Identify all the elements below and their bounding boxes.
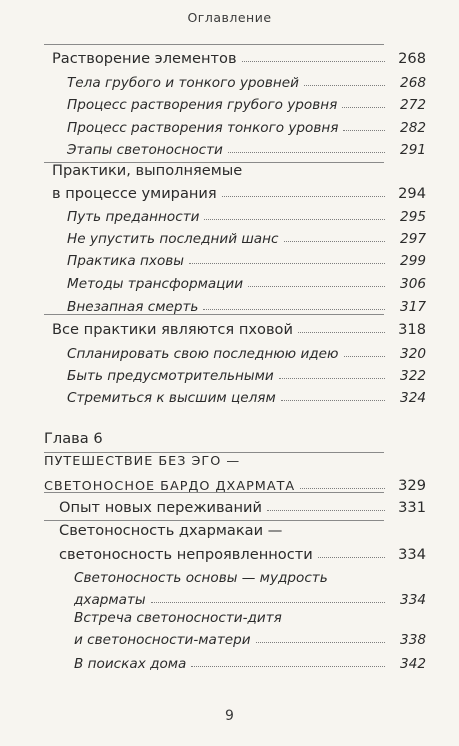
dot-leader	[228, 152, 385, 153]
toc-entry-page: 317	[400, 299, 426, 315]
toc-entry-title: Растворение элементов	[52, 50, 237, 67]
dot-leader	[222, 196, 385, 197]
toc-entry-page: 324	[400, 390, 426, 406]
dot-leader	[284, 241, 386, 242]
toc-subentry[interactable]	[0, 89, 459, 113]
dot-leader	[300, 488, 385, 489]
toc-subentry[interactable]	[0, 67, 459, 91]
dot-leader	[281, 400, 385, 401]
toc-entry-title: Спланировать свою последнюю идею	[67, 346, 339, 362]
toc-entry-page: 297	[400, 231, 426, 247]
dot-leader	[279, 378, 385, 379]
toc-entry-title: Этапы светоносности	[67, 142, 223, 158]
toc-entry-title: Практика пховы	[67, 253, 185, 269]
dot-leader	[242, 61, 385, 62]
chapter-title-line1: ПУТЕШЕСТВИЕ БЕЗ ЭГО —	[44, 454, 241, 469]
page-number: 9	[225, 708, 234, 724]
toc-entry-page: 329	[398, 477, 426, 494]
toc-entry-title-line1: Светоносность дхармакаи —	[59, 522, 283, 539]
toc-entry-page: 299	[400, 253, 426, 269]
dot-leader	[304, 85, 385, 86]
chapter-title-line2: СВЕТОНОСНОЕ БАРДО ДХАРМАТА	[44, 479, 296, 494]
toc-entry[interactable]	[0, 43, 459, 67]
dot-leader	[256, 642, 385, 643]
running-header: Оглавление	[187, 10, 272, 25]
toc-entry-page: 318	[398, 321, 426, 338]
dot-leader	[342, 107, 385, 108]
chapter-divider	[44, 452, 384, 453]
toc-entry-title: Процесс растворения грубого уровня	[67, 97, 338, 113]
toc-entry-page: 291	[400, 142, 426, 158]
toc-entry-title: Все практики являются пховой	[52, 321, 293, 338]
toc-entry-page: 268	[398, 50, 426, 67]
toc-subentry[interactable]	[0, 223, 459, 247]
toc-entry-title-line1: Практики, выполняемые	[52, 162, 243, 179]
toc-entry-title: в процессе умирания	[52, 185, 217, 202]
toc-entry-title: Опыт новых переживаний	[59, 499, 263, 516]
dot-leader	[248, 286, 385, 287]
dot-leader	[298, 332, 385, 333]
toc-entry-title: Путь преданности	[67, 209, 200, 225]
toc-entry-title: Внезапная смерть	[67, 299, 199, 315]
dot-leader	[267, 510, 385, 511]
toc-subentry[interactable]	[0, 648, 459, 672]
toc-subentry-title-line1: Встреча светоносности-дитя	[74, 610, 282, 626]
toc-entry-page: 338	[400, 632, 426, 648]
toc-subentry[interactable]	[0, 134, 459, 158]
toc-entry-title: Не упустить последний шанс	[67, 231, 279, 247]
toc-entry-page: 295	[400, 209, 426, 225]
toc-entry-page: 282	[400, 120, 426, 136]
toc-subentry[interactable]	[0, 291, 459, 315]
toc-entry-title: Быть предусмотрительными	[67, 368, 274, 384]
toc-entry-title: светоносность непроявленности	[59, 546, 313, 563]
toc-entry-page: 322	[400, 368, 426, 384]
toc-entry-title: Стремиться к высшим целям	[67, 390, 276, 406]
dot-leader	[191, 666, 385, 667]
toc-subentry[interactable]	[0, 201, 459, 225]
toc-subentry[interactable]	[0, 338, 459, 362]
toc-entry[interactable]	[0, 178, 459, 202]
toc-entry-title: Процесс растворения тонкого уровня	[67, 120, 339, 136]
dot-leader	[189, 263, 385, 264]
toc-entry-page: 306	[400, 276, 426, 292]
toc-entry-page: 334	[400, 592, 426, 608]
toc-subentry[interactable]	[0, 360, 459, 384]
toc-entry-title: Тела грубого и тонкого уровней	[67, 75, 299, 91]
toc-entry-page: 294	[398, 185, 426, 202]
toc-entry[interactable]	[0, 492, 459, 516]
toc-entry-page: 342	[400, 656, 426, 672]
toc-entry-page: 272	[400, 97, 426, 113]
dot-leader	[344, 356, 386, 357]
toc-entry-page: 334	[398, 546, 426, 563]
toc-entry[interactable]	[0, 539, 459, 563]
section-divider	[44, 520, 384, 521]
toc-subentry-title-line1: Светоносность основы — мудрость	[74, 570, 328, 586]
toc-entry-page: 320	[400, 346, 426, 362]
dot-leader	[343, 130, 385, 131]
toc-subentry[interactable]	[0, 268, 459, 292]
dot-leader	[151, 602, 385, 603]
toc-entry-page: 331	[398, 499, 426, 516]
toc-entry-title: и светоносности-матери	[74, 632, 251, 648]
dot-leader	[318, 557, 385, 558]
toc-subentry[interactable]	[0, 624, 459, 648]
toc-subentry[interactable]	[0, 382, 459, 406]
toc-subentry[interactable]	[0, 584, 459, 608]
toc-entry-title: дхарматы	[74, 592, 146, 608]
toc-entry-title: Методы трансформации	[67, 276, 244, 292]
toc-subentry[interactable]	[0, 245, 459, 269]
toc-entry-title: В поисках дома	[74, 656, 187, 672]
toc-entry-page: 268	[400, 75, 426, 91]
toc-entry[interactable]	[0, 314, 459, 338]
chapter-label: Глава 6	[44, 430, 103, 447]
toc-subentry[interactable]	[0, 112, 459, 136]
chapter-title-entry[interactable]	[0, 470, 459, 494]
dot-leader	[203, 309, 385, 310]
dot-leader	[204, 219, 385, 220]
